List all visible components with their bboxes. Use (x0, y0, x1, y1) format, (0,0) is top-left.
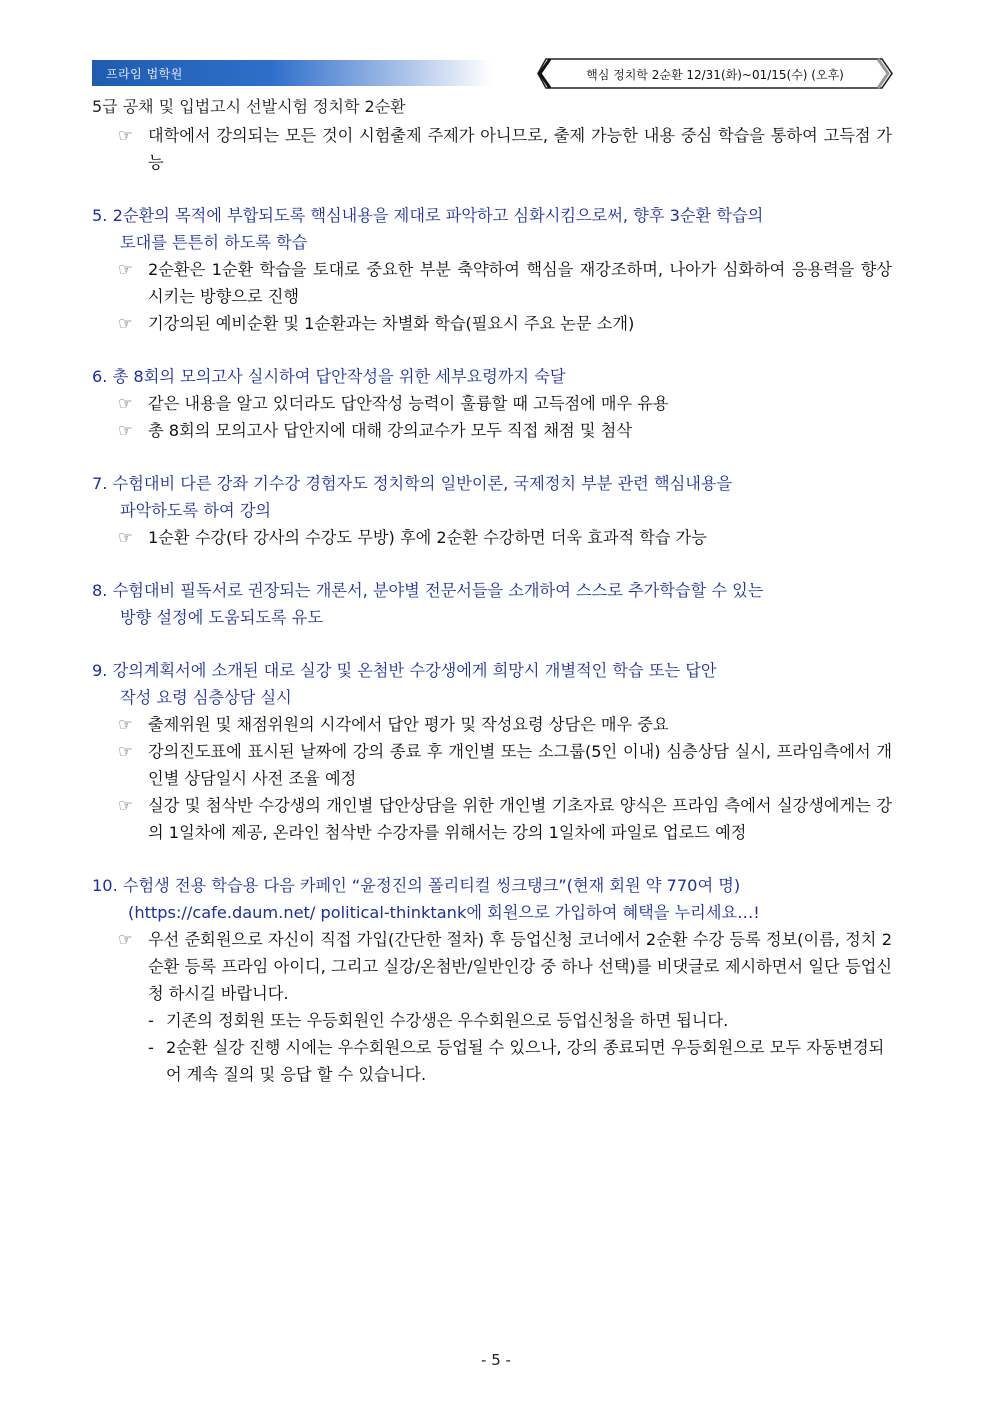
pointing-hand-icon: ☞ (118, 126, 133, 145)
course-badge (536, 58, 894, 89)
section-9-item: ☞ 실강 및 첨삭반 수강생의 개인별 답안상담을 위한 개인별 기초자료 양식은 프라임 측에서 실강생에게는 강의 1일차에 제공, 온라인 첨삭반 수강자를 위해서는 강의 1일차에 파일로 업로드 예정 (92, 792, 892, 846)
section-8-title: 8. 수험대비 필독서로 권장되는 개론서, 분야별 전문서들을 소개하여 스스로 추가학습할 수 있는 방향 설정에 도움되도록 유도 (92, 581, 764, 627)
section-10-title: 10. 수험생 전용 학습용 다음 카페인 “윤정진의 폴리티컬 씽크탱크”(현재 회원 약 770여 명) (https://cafe.daum.net/ political-thinktank에 회원으로 가입하여 혜택을 누리세요…! (92, 876, 760, 922)
pointing-hand-icon: ☞ (118, 314, 133, 333)
section-10-dash-item: - 2순환 실강 진행 시에는 우수회원으로 등업될 수 있으나, 강의 종료되면 우등회원으로 모두 자동변경되어 계속 질의 및 응답 할 수 있습니다. (148, 1038, 885, 1084)
pointing-hand-icon: ☞ (118, 260, 133, 279)
document-body (92, 122, 892, 1088)
section-10-dash-item: - 기존의 정회원 또는 우등회원인 수강생은 우수회원으로 등업신청을 하면 됩니다. (148, 1011, 729, 1030)
academy-label: 프라임 법학원 (106, 67, 183, 81)
section-5-item: ☞ 2순환은 1순환 학습을 토대로 중요한 부분 축약하여 핵심을 재강조하며, 나아가 심화하여 응용력을 향상시키는 방향으로 진행 (92, 256, 892, 310)
cafe-link[interactable]: (https://cafe.daum.net/ (128, 903, 316, 922)
section-7-item: ☞ 1순환 수강(타 강사의 수강도 무방) 후에 2순환 수강하면 더욱 효과적 학습 가능 (92, 524, 892, 551)
page-number: - 5 - (481, 1351, 511, 1369)
pointing-hand-icon: ☞ (118, 394, 133, 413)
pointing-hand-icon: ☞ (118, 930, 133, 949)
pointing-hand-icon: ☞ (118, 742, 133, 761)
section-7-title: 7. 수험대비 다른 강좌 기수강 경험자도 정치학의 일반이론, 국제정치 부분 관련 핵심내용을 파악하도록 하여 강의 (92, 474, 733, 520)
section-6-title: 6. 총 8회의 모의고사 실시하여 답안작성을 위한 세부요령까지 숙달 (92, 367, 566, 386)
section-5-item: ☞ 기강의된 예비순환 및 1순환과는 차별화 학습(필요시 주요 논문 소개) (92, 310, 892, 337)
course-label: 핵심 정치학 2순환 12/31(화)~01/15(수) (오후) (586, 68, 844, 82)
section-9-title: 9. 강의계획서에 소개된 대로 실강 및 온첨반 수강생에게 희망시 개별적인 학습 또는 답안 작성 요령 심층상담 실시 (92, 661, 717, 707)
section-10-item: ☞ 우선 준회원으로 자신이 직접 가입(간단한 절차) 후 등업신청 코너에서 2순환 수강 등록 정보(이름, 정치 2순환 등록 프라임 아이디, 그리고 실강/온첨반/일반인강 중 하나 선택)를 비댓글로 제시하면서 일단 등업신청 하시길 바랍니다. (92, 926, 892, 1007)
intro-item: ☞ 대학에서 강의되는 모든 것이 시험출제 주제가 아니므로, 출제 가능한 내용 중심 학습을 통하여 고득점 가능 (92, 122, 892, 176)
pointing-hand-icon: ☞ (118, 421, 133, 440)
page-subtitle: 5급 공채 및 입법고시 선발시험 정치학 2순환 (92, 97, 406, 116)
section-6-item: ☞ 총 8회의 모의고사 답안지에 대해 강의교수가 모두 직접 채점 및 첨삭 (92, 417, 892, 444)
section-9-item: ☞ 강의진도표에 표시된 날짜에 강의 종료 후 개인별 또는 소그룹(5인 이내) 심층상담 실시, 프라임측에서 개인별 상담일시 사전 조율 예정 (92, 738, 892, 792)
section-5-title: 5. 2순환의 목적에 부합되도록 핵심내용을 제대로 파악하고 심화시킴으로써, 향후 3순환 학습의 토대를 튼튼히 하도록 학습 (92, 206, 764, 252)
pointing-hand-icon: ☞ (118, 796, 133, 815)
section-9-item: ☞ 출제위원 및 채점위원의 시각에서 답안 평가 및 작성요령 상담은 매우 중요 (92, 711, 892, 738)
academy-tab (92, 60, 492, 86)
section-6-item: ☞ 같은 내용을 알고 있더라도 답안작성 능력이 훌륭할 때 고득점에 매우 유용 (92, 390, 892, 417)
pointing-hand-icon: ☞ (118, 715, 133, 734)
pointing-hand-icon: ☞ (118, 528, 133, 547)
